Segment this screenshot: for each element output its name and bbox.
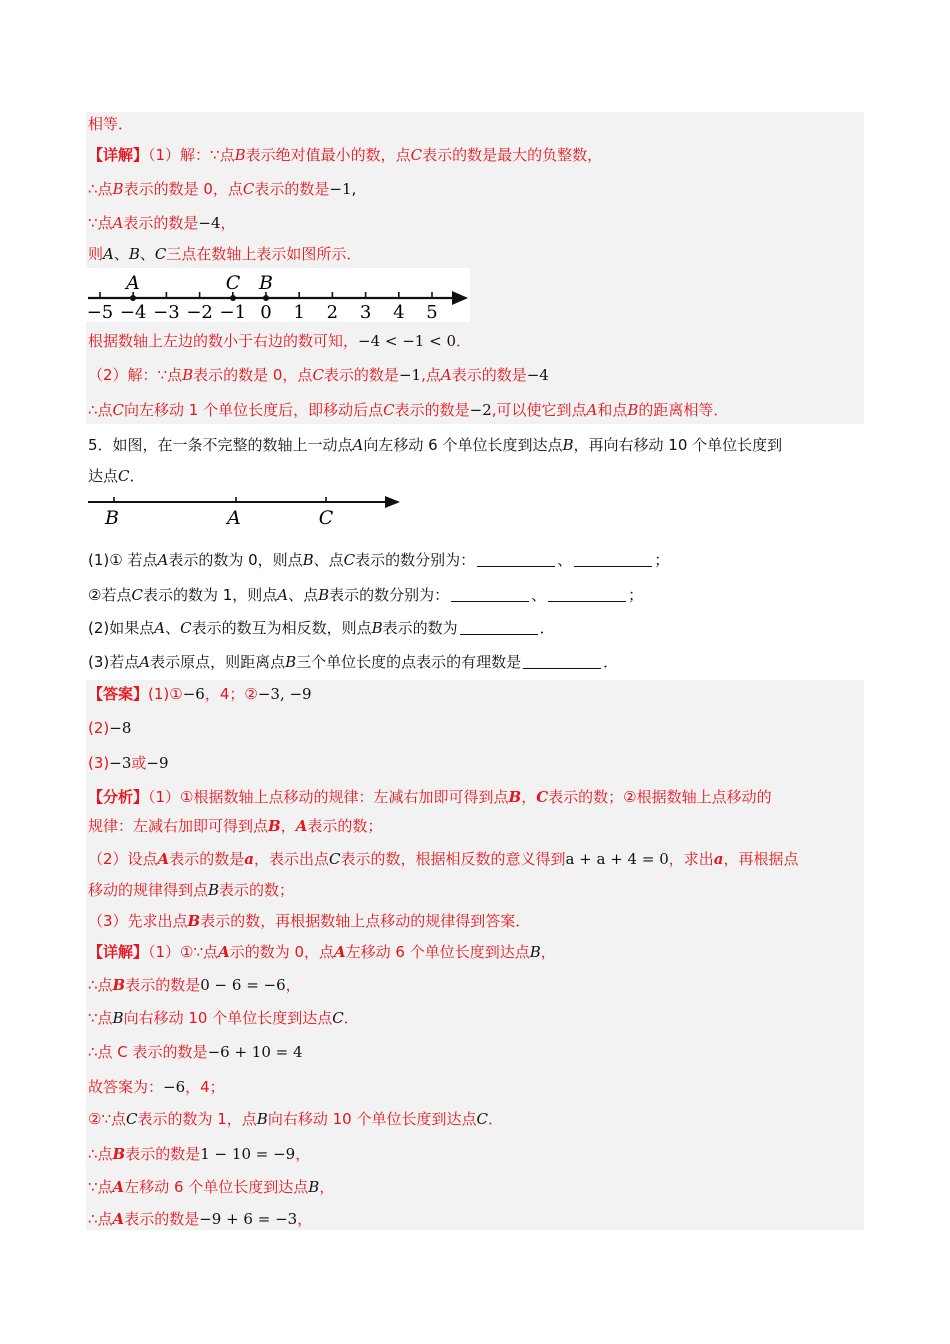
q5-part-1-1: (1)① 若点A表示的数为 0，则点B、点C表示的数分别为： 、 ；: [88, 551, 670, 569]
axis-tick-label: 4: [393, 302, 405, 322]
axis-tick-label: −3: [153, 302, 180, 322]
q5-line-1: 5．如图，在一条不完整的数轴上一动点A向左移动 6 个单位长度到达点B，再向右移动 10 个单位长度到: [88, 436, 783, 454]
axis-tick-label: −1: [219, 302, 247, 322]
axis-tick-label: −4: [119, 302, 147, 322]
detail-line-2: ∴点B表示的数是0 − 6 = −6，: [88, 976, 301, 994]
point-label-B: B: [259, 272, 273, 294]
detail-tag: 【详解】: [88, 146, 149, 164]
number-line-figure-5: [86, 490, 406, 532]
analysis-line-4: 移动的规律得到点B表示的数；: [88, 881, 295, 899]
analysis-line-3: （2）设点A表示的数是a，表示出点C表示的数，根据相反数的意义得到a + a + 4 = 0，求出a，再根据点: [88, 850, 799, 868]
sol4-line-8: ∴点C向左移动 1 个单位长度后，即移动后点C表示的数是−2,可以使它到点A和点B的距离相等．: [88, 401, 729, 419]
answer-tag: 【答案】: [88, 685, 149, 703]
number-line-figure-4: [86, 268, 470, 322]
axis-arrow-icon: [385, 496, 400, 508]
answer-blank[interactable]: [574, 550, 652, 567]
axis-tick-label: −5: [86, 302, 114, 322]
answer-blank[interactable]: [460, 618, 538, 635]
analysis-tag: 【分析】: [88, 788, 149, 806]
analysis-line-2: 规律：左减右加即可得到点B，A表示的数；: [88, 817, 383, 835]
sol4-line-2: 【详解】（1）解：∵点B表示绝对值最小的数，点C表示的数是最大的负整数，: [88, 146, 603, 164]
detail-line-9: ∴点A表示的数是−9 + 6 = −3，: [88, 1210, 313, 1228]
point-label-A: A: [126, 272, 140, 294]
answer-blank[interactable]: [523, 652, 601, 669]
axis-tick-label: −2: [186, 302, 213, 322]
detail-line-6: ②∵点C表示的数为 1，点B向右移动 10 个单位长度到达点C．: [88, 1110, 503, 1128]
detail-line-3: ∵点B向右移动 10 个单位长度到达点C．: [88, 1009, 359, 1027]
answer-blank[interactable]: [548, 585, 626, 602]
sol4-line-1: 相等．: [88, 115, 134, 133]
sol4-line-5: 则A、B、C三点在数轴上表示如图所示．: [88, 245, 362, 263]
axis-tick-label: 2: [326, 302, 339, 322]
axis-tick-label: 1: [293, 302, 305, 322]
detail-line-4: ∴点 C 表示的数是−6 + 10 = 4: [88, 1043, 303, 1061]
detail-line-5: 故答案为：−6，4；: [88, 1078, 225, 1096]
answer-line-1: 【答案】(1)①−6，4；②−3, −9: [88, 685, 312, 703]
analysis-line-5: （3）先求出点B表示的数，再根据数轴上点移动的规律得到答案．: [88, 912, 531, 930]
detail-line-1: 【详解】（1）①∵点A示的数为 0，点A左移动 6 个单位长度到达点B，: [88, 943, 556, 961]
answer-blank[interactable]: [477, 550, 555, 567]
axis-tick-label: 5: [426, 302, 438, 322]
sol4-line-7: （2）解：∵点B表示的数是 0，点C表示的数是−1,点A表示的数是−4: [88, 366, 549, 384]
answer-line-3: (3)−3或−9: [88, 754, 169, 772]
analysis-line-1: 【分析】（1）①根据数轴上点移动的规律：左减右加即可得到点B，C表示的数；②根据数轴上点移动的: [88, 788, 772, 806]
point-label-C: C: [318, 507, 334, 529]
sol4-line-4: ∵点A表示的数是−4，: [88, 214, 236, 232]
answer-line-2: (2)−8: [88, 719, 132, 737]
detail-line-7: ∴点B表示的数是1 − 10 = −9，: [88, 1145, 311, 1163]
q5-part-1-2: ②若点C表示的数为 1，则点A、点B表示的数分别为： 、 ；: [88, 586, 644, 604]
detail-line-8: ∵点A左移动 6 个单位长度到达点B，: [88, 1178, 335, 1196]
answer-blank[interactable]: [451, 585, 529, 602]
point-label-A: A: [227, 507, 241, 529]
point-label-C: C: [225, 272, 241, 294]
point-label-B: B: [105, 507, 119, 529]
axis-tick-label: 0: [260, 302, 272, 322]
q5-part-2: (2)如果点A、C表示的数互为相反数，则点B表示的数为 ．: [88, 619, 555, 637]
axis-tick-label: 3: [359, 302, 372, 322]
q5-line-2: 达点C．: [88, 467, 145, 485]
point-B-dot: [263, 295, 269, 301]
q5-part-3: (3)若点A表示原点，则距离点B三个单位长度的点表示的有理数是 ．: [88, 653, 619, 671]
sol4-line-6: 根据数轴上左边的数小于右边的数可知，−4 < −1 < 0．: [88, 332, 472, 350]
point-A-dot: [130, 295, 136, 301]
detail-tag: 【详解】: [88, 943, 149, 961]
point-C-dot: [230, 295, 236, 301]
sol4-line-3: ∴点B表示的数是 0，点C表示的数是−1,: [88, 180, 357, 198]
